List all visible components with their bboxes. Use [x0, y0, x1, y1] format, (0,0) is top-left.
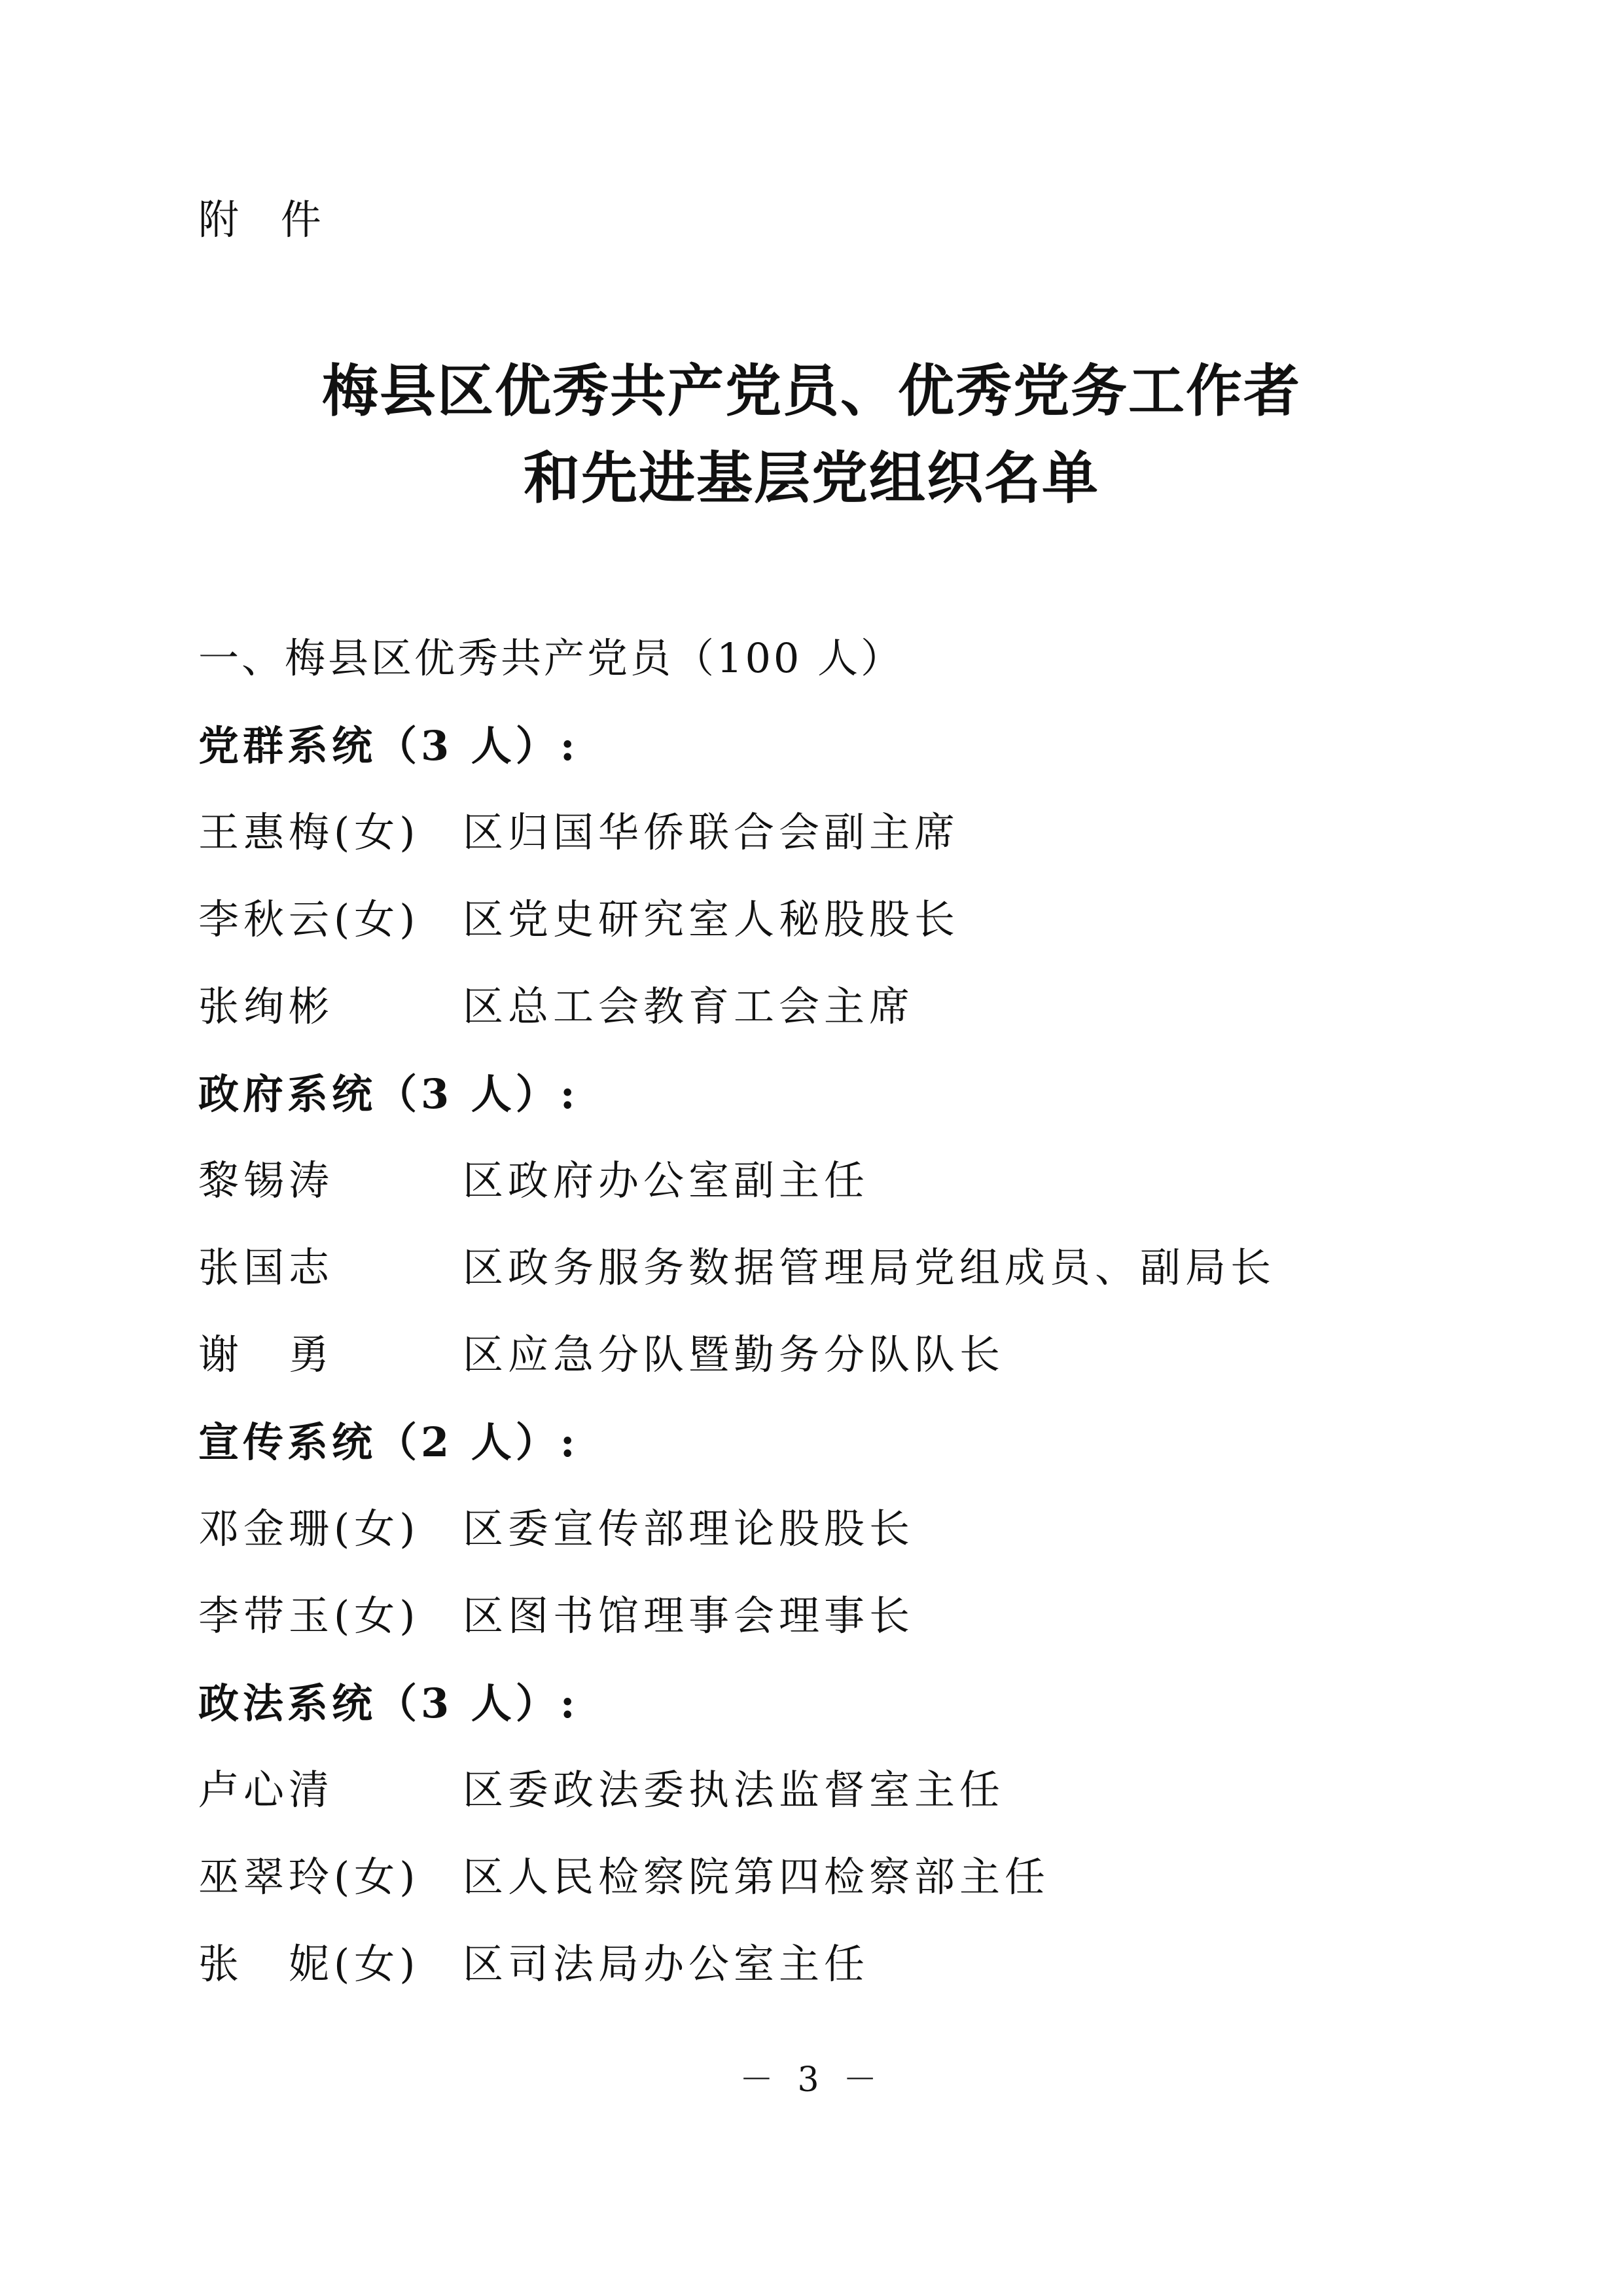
- group-heading: 党群系统（3 人）:: [198, 722, 579, 770]
- member-position: 区人民检察院第四检察部主任: [463, 1853, 1050, 1901]
- member-name: 邓金珊(女): [198, 1505, 420, 1552]
- member-position: 区归国华侨联合会副主席: [463, 808, 960, 856]
- member-position: 区政府办公室副主任: [463, 1157, 870, 1204]
- member-position: 区司法局办公室主任: [463, 1940, 870, 1988]
- member-name: 卢心清: [198, 1766, 334, 1814]
- group-heading: 政法系统（3 人）:: [198, 1679, 579, 1727]
- member-name: 王惠梅(女): [198, 808, 420, 856]
- member-position: 区委宣传部理论股股长: [463, 1505, 915, 1552]
- attachment-label: 附 件: [198, 196, 336, 243]
- section-heading: 一、梅县区优秀共产党员（100 人）: [198, 634, 904, 682]
- group-heading: 政府系统（3 人）:: [198, 1070, 579, 1118]
- document-title-line-1: 梅县区优秀共产党员、优秀党务工作者: [322, 358, 1301, 424]
- member-name: 李带玉(女): [198, 1592, 420, 1640]
- page-number: － 3 －: [739, 2060, 884, 2100]
- member-position: 区党史研究室人秘股股长: [463, 895, 960, 943]
- member-position: 区委政法委执法监督室主任: [463, 1766, 1005, 1814]
- document-title-line-2: 和先进基层党组织名单: [524, 445, 1099, 511]
- member-name: 张绚彬: [198, 982, 334, 1030]
- member-position: 区总工会教育工会主席: [463, 982, 915, 1030]
- member-name: 谢 勇: [198, 1331, 334, 1378]
- group-heading: 宣传系统（2 人）:: [198, 1418, 579, 1466]
- member-position: 区图书馆理事会理事长: [463, 1592, 915, 1640]
- member-name: 张 妮(女): [198, 1940, 420, 1988]
- member-name: 李秋云(女): [198, 895, 420, 943]
- member-name: 张国志: [198, 1244, 334, 1291]
- member-position: 区应急分队暨勤务分队队长: [463, 1331, 1005, 1378]
- member-name: 黎锡涛: [198, 1157, 334, 1204]
- member-position: 区政务服务数据管理局党组成员、副局长: [463, 1244, 1276, 1291]
- member-name: 巫翠玲(女): [198, 1853, 420, 1901]
